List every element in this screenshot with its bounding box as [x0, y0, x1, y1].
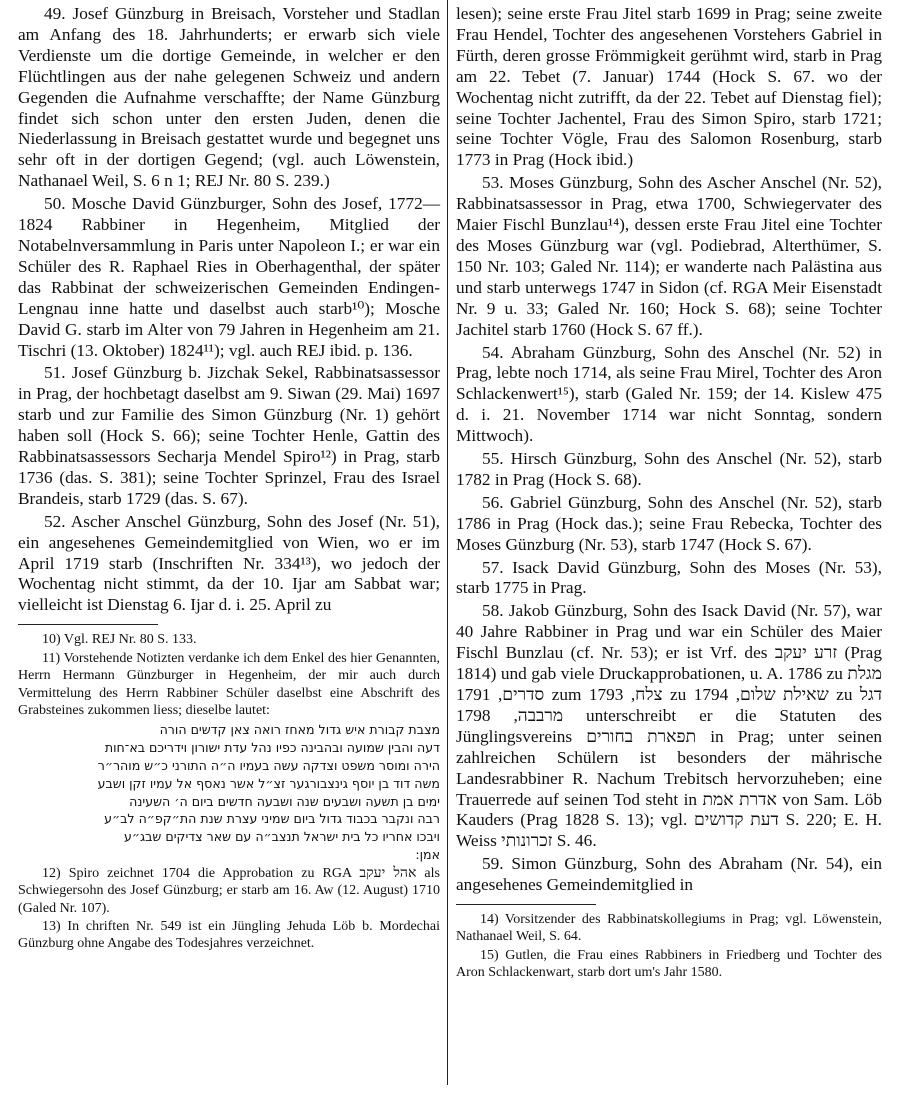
inscription-line: רבה ונקבר בכבוד גדול ביום שמיני עצרת שנת הת״קפ״ה לב״ע [104, 811, 440, 827]
gravestone-inscription [18, 721, 440, 863]
inscription-line: ויבכו אחריו כל בית ישראל תנצב״ה עם שאר צדיקים שבג״ע [123, 829, 440, 845]
footnotes-right [456, 911, 882, 982]
entry-51: 51. Josef Günzburg b. Jizchak Sekel, Rabbinatsassessor in Prag, der hochbetagt daselbst am 9. Siwan (29. Mai) 1697 starb und zur Familie des Simon Günzburg (Nr. 1) gehört haben soll (Hock S. 66); seine Tochter Henle, Gattin des Rabbinatsassessors Secharja Mendel Spiro¹²) in Prag, starb 1736 (das. S. 381); seine Tochter Sprinzel, Frau des Israel Brandeis, starb 1729 (das. S. 67). [18, 363, 440, 508]
entry-52-continued: lesen); seine erste Frau Jitel starb 1699 in Prag; seine zweite Frau Hendel, Tochter des angesehenen Vorstehers Gabriel in Fürth, deren grosse Frömmigkeit gerühmt wird, starb in Prag am 22. Tebet (7. Januar) 1744 (Hock S. 67. wo der Wochentag nicht zutrifft, da der 22. Tebet auf Dienstag fiel); seine Tochter Jachentel, Frau des Simon Spiro, starb 1721; seine Tochter Vögle, Frau des Salomon Rosenburg, starb 1773 in Prag (Hock ibid.) [456, 4, 882, 170]
footnote-14: 14) Vorsitzender des Rabbinatskollegiums in Prag; vgl. Löwenstein, Nathanael Weil, S. 64. [456, 912, 882, 945]
footnote-divider [18, 624, 158, 625]
footnotes-left [18, 631, 440, 952]
entry-54: 54. Abraham Günzburg, Sohn des Anschel (Nr. 52) in Prag, lebte noch 1714, als seine Frau Mirel, Tochter des Aron Schlackenwert¹⁵), starb (Galed Nr. 159; der 14. Kislew 475 d. i. 21. November 1714 war nicht Sonntag, sondern Mittwoch). [456, 342, 882, 446]
footnote-13: 13) In chriften Nr. 549 ist ein Jüngling Jehuda Löb b. Mordechai Günzburg ohne Angabe des Todesjahres verzeichnet. [18, 918, 440, 952]
inscription-line: הירה ומוסר משפט וצדקה עשה בעמיו ה״ה התורני כ״ש מוהר״ר [97, 757, 440, 773]
inscription-line: מצבת קבורת איש גדול מאחז רואה צאן קדשים הורה [159, 722, 440, 738]
entry-58: 58. Jakob Günzburg, Sohn des Isack David (Nr. 57), war 40 Jahre Rabbiner in Prag und war ein Schüler des Maier Fischl Bunzlau (cf. Nr. 53); er ist Vrf. des זרע יעקב (Prag 1814) und gab viele Druckapprobationen, u. A. 1786 zu מגלת סדרים, 1791 zum צלח, 1793 zu שאילת שלום, 1794 zu דגל מרבבה, 1798 unterschreibt er die Statuten des Jünglingsvereins תפארת בחורים in Prag; unter seinen zahlreichen Schülern ist besonders der mährische Landesrabbiner R. Nachum Trebitsch hervorzuheben; eine Trauerrede auf seinen Tod steht in אדרת אמת von Sam. Löb Kauders (Prag 1828 S. 13); vgl. דעת קדושים S. 220; E. H. Weiss זכרונותי S. 46. [456, 601, 883, 851]
entry-49: 49. Josef Günzburg in Breisach, Vorsteher und Stadlan am Anfang des 18. Jahrhunderts; er erwarb sich viele Verdienste um die dortige Gemeinde, in welcher er den Flüchtlingen aus der nahe gelegenen Schweiz und andern Gegenden die Aufnahme verschaffte; der Name Günzburg findet sich schon unter den ersten Juden, denen die Niederlassung in Breisach gestattet wurde und begegnet uns sehr oft in der dortigen Gegend; (vgl. auch Löwenstein, Nathanael Weil, S. 6 n 1; REJ Nr. 80 S. 239.) [18, 4, 440, 191]
inscription-line: אמן: [415, 846, 440, 862]
footnote-11: 11) Vorstehende Notizten verdanke ich dem Enkel des hier Genannten, Herrn Hermann Günzburger in Hegenheim, der mir auch durch Vermittelung des Herrn Rabbiner Schüler daselbst eine Abschrift des Grabsteines zukommen liess; dieselbe lautet: [18, 650, 440, 718]
entry-57: 57. Isack David Günzburg, Sohn des Moses (Nr. 53), starb 1775 in Prag. [456, 557, 882, 598]
entry-53: 53. Moses Günzburg, Sohn des Ascher Anschel (Nr. 52), Rabbinatsassessor in Prag, etwa 1700, Schwiegervater des Maier Fischl Bunzlau¹⁴), dessen erste Frau Jitel eine Tochter des Moses Günzburg war (vgl. Podiebrad, Alterthümer, S. 150 Nr. 103; Galed Nr. 114); er wanderte nach Palästina aus und starb unterwegs 1747 in Sidon (cf. RGA Meir Eisenstadt Nr. 9 u. 33; Galed Nr. 160; Hock S. 68); seine Tochter Jachitel starb 1760 (Hock S. 67 ff.). [456, 173, 882, 339]
footnote-divider [456, 904, 596, 905]
entry-52: 52. Ascher Anschel Günzburg, Sohn des Josef (Nr. 51), ein angesehenes Gemeindemitglied von Wien, wo er im April 1719 starb (Inschriften Nr. 334¹³), wo jedoch der Wochentag nicht stimmt, da der 10. Ijar am Sabbat war; vielleicht ist Dienstag 6. Ijar d. i. 25. April zu [18, 511, 440, 615]
left-column [18, 4, 440, 954]
footnote-12: 12) Spiro zeichnet 1704 die Approbation zu RGA אהל יעקב als Schwiegersohn des Josef Günzburg; er starb am 16. Aw (12. August) 1710 (Galed Nr. 107). [18, 865, 440, 916]
entry-55: 55. Hirsch Günzburg, Sohn des Anschel (Nr. 52), starb 1782 in Prag (Hock S. 68). [456, 449, 882, 489]
inscription-line: דעה והבין שמועה ובהבינה כפיו נהל עדת ישורון וידריכם בא־חות [104, 740, 440, 756]
inscription-line: ימים בן תשעה ושבעים שנה ושבעה חדשים ביום ה׳ השעינה [129, 793, 440, 809]
entry-56: 56. Gabriel Günzburg, Sohn des Anschel (Nr. 52), starb 1786 in Prag (Hock das.); seine Frau Rebecka, Tochter des Moses Günzburg (Nr. 53), starb 1747 (Hock S. 67). [456, 492, 882, 554]
column-divider [447, 0, 448, 1085]
footnote-15: 15) Gutlen, die Frau eines Rabbiners in Friedberg und Tochter des Aron Schlackenwart, starb dort um's Jahr 1580. [456, 947, 882, 981]
entry-59: 59. Simon Günzburg, Sohn des Abraham (Nr. 54), ein angesehenes Gemeindemitglied in [456, 854, 882, 895]
right-column [456, 4, 882, 983]
inscription-line: משה דוד בן יוסף גינצבורגער זצ״ל אשר נאסף אל עמיו זקן ושבע [97, 775, 440, 791]
entry-50: 50. Mosche David Günzburger, Sohn des Josef, 1772—1824 Rabbiner in Hegenheim, Mitglied der Notabelnversammlung in Paris unter Napoleon I.; er war ein Schüler des R. Raphael Ries in Oberhagenthal, der später das Rabbinat der schweizerischen Gemeinden Endingen-Lengnau inne hatte und daselbst auch starb¹⁰); Mosche David G. starb im Alter von 79 Jahren in Hegenheim am 21. Tischri (13. Oktober) 1824¹¹); vgl. auch REJ ibid. p. 136. [18, 194, 440, 360]
footnote-10: 10) Vgl. REJ Nr. 80 S. 133. [42, 632, 197, 648]
